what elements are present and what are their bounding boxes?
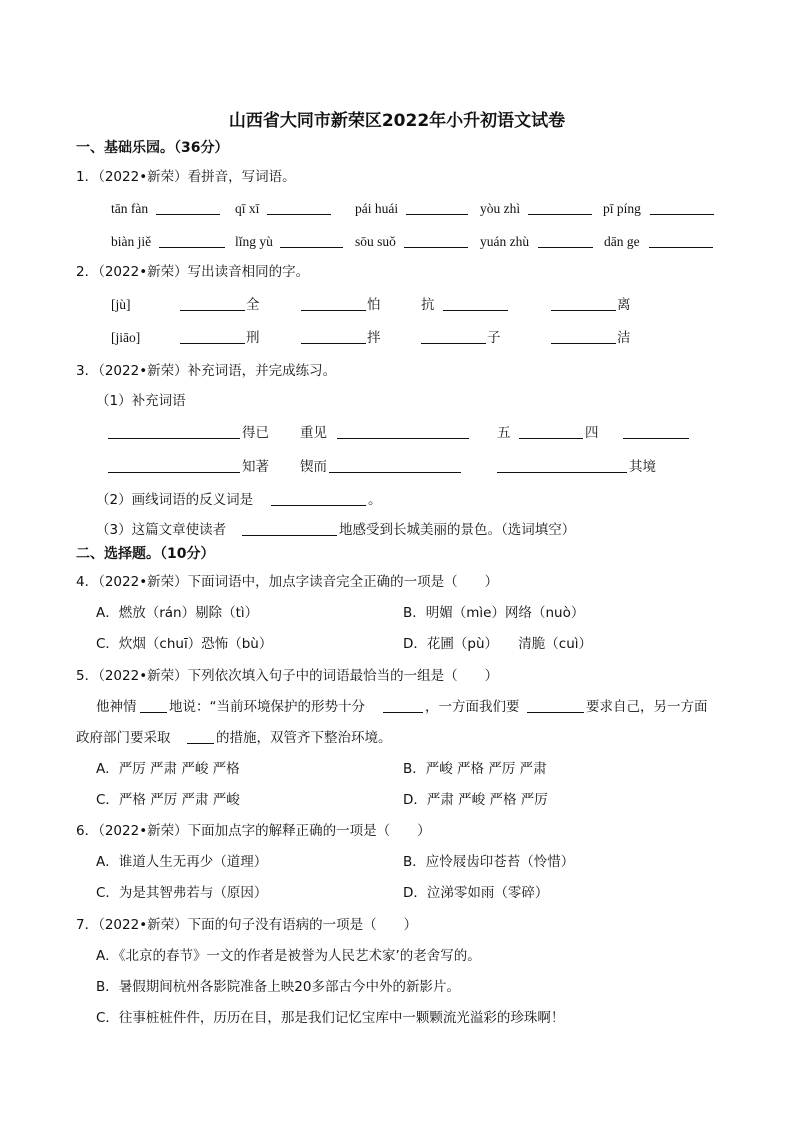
answer-blank[interactable]: [519, 424, 583, 442]
idiom-part: 锲而: [300, 459, 327, 475]
idiom-part: 四: [585, 425, 599, 441]
q5-sentence-line-1: [0, 698, 794, 718]
q6-option-a[interactable]: A．谁道人生无再少（道理）: [96, 854, 268, 870]
q5-sentence-line-2: [0, 729, 794, 749]
answer-blank[interactable]: [180, 329, 245, 347]
q5-text: ，一方面我们要: [425, 699, 520, 715]
q3-stem: 3．（2022•新荣）补充词语，并完成练习。: [76, 363, 337, 379]
answer-blank[interactable]: [650, 200, 714, 218]
answer-blank[interactable]: [383, 698, 423, 716]
q7-stem: 7．（2022•新荣）下面的句子没有语病的一项是（ ）: [76, 917, 418, 933]
q5-option-a[interactable]: A．严厉 严肃 严峻 严格: [96, 761, 240, 777]
answer-blank[interactable]: [180, 296, 245, 314]
answer-blank[interactable]: [280, 233, 343, 251]
q3-sub2-end: 。: [368, 492, 382, 508]
answer-blank[interactable]: [301, 329, 366, 347]
q6-stem: 6．（2022•新荣）下面加点字的解释正确的一项是（ ）: [76, 823, 431, 839]
q5-text: 要求自己，另一方面: [586, 699, 708, 715]
q6-option-c[interactable]: C．为是其智弗若与（原因）: [96, 885, 268, 901]
q5-stem: 5．（2022•新荣）下列依次填入句子中的词语最恰当的一组是（ ）: [76, 668, 499, 684]
answer-blank[interactable]: [108, 424, 240, 442]
q3-sub2-text: （2）画线词语的反义词是: [96, 492, 254, 508]
idiom-part: 其境: [629, 459, 656, 475]
given-char: 怕: [367, 297, 381, 313]
pinyin-item: qī xī: [235, 201, 260, 216]
pinyin-item: lǐng yù: [235, 234, 273, 249]
answer-blank[interactable]: [337, 424, 469, 442]
q3-sub3-text: （3）这篇文章使读者: [96, 522, 227, 538]
answer-blank[interactable]: [140, 698, 167, 716]
section-1-heading: 一、基础乐园。（36分）: [76, 140, 229, 156]
q5-text: 地说：“当前环境保护的形势十分: [169, 699, 365, 715]
pinyin-label: [jiāo]: [111, 330, 141, 345]
answer-blank[interactable]: [497, 458, 627, 476]
q1-stem: 1．（2022•新荣）看拼音，写词语。: [76, 169, 296, 185]
answer-blank[interactable]: [528, 200, 592, 218]
idiom-part: 五: [497, 425, 511, 441]
answer-blank[interactable]: [267, 200, 331, 218]
q4-option-c[interactable]: C．炊烟（chuī）恐怖（bù）: [96, 636, 273, 652]
answer-blank[interactable]: [538, 233, 593, 251]
answer-blank[interactable]: [527, 698, 584, 716]
q1-row-2: [0, 233, 794, 253]
answer-blank[interactable]: [404, 233, 468, 251]
q4-stem: 4．（2022•新荣）下面词语中，加点字读音完全正确的一项是（ ）: [76, 574, 499, 590]
given-char: 刑: [246, 330, 260, 346]
q5-option-d[interactable]: D．严肃 严峻 严格 严厉: [403, 792, 548, 808]
q6-option-b[interactable]: B．应怜屐齿印苍苔（怜惜）: [403, 854, 575, 870]
q2-stem: 2．（2022•新荣）写出读音相同的字。: [76, 264, 310, 280]
q4-option-d[interactable]: D．花圃（pù） 清脆（cuì）: [403, 636, 592, 652]
pinyin-item: yòu zhì: [480, 201, 521, 216]
q3-sub1: （1）补充词语: [96, 393, 186, 409]
q2-row-1: [0, 296, 794, 316]
answer-blank[interactable]: [443, 296, 508, 314]
q2-row-2: [0, 329, 794, 349]
q3-sub3: [0, 521, 794, 541]
idiom-part: 知著: [242, 459, 269, 475]
pinyin-item: tān fàn: [111, 201, 149, 216]
given-char: 抗: [421, 297, 435, 313]
answer-blank[interactable]: [301, 296, 366, 314]
q4-option-a[interactable]: A．燃放（rán）剔除（tì）: [96, 605, 259, 621]
q3-sub2: [0, 491, 794, 511]
answer-blank[interactable]: [421, 329, 486, 347]
given-char: 洁: [617, 330, 631, 346]
q5-text: 政府部门要采取: [76, 730, 171, 746]
q5-text: 的措施，双管齐下整治环境。: [216, 730, 392, 746]
q7-option-a[interactable]: A．《北京的春节》一文的作者是被誉为人民艺术家’的老舍写的。: [96, 948, 481, 964]
pinyin-item: yuán zhù: [480, 234, 530, 249]
q7-option-b[interactable]: B．暑假期间杭州各影院准备上映20多部古今中外的新影片。: [96, 979, 460, 995]
q5-option-b[interactable]: B．严峻 严格 严厉 严肃: [403, 761, 547, 777]
answer-blank[interactable]: [649, 233, 713, 251]
q3-sub3-end: 地感受到长城美丽的景色。（选词填空）: [339, 522, 576, 538]
pinyin-item: sōu suǒ: [355, 234, 396, 249]
answer-blank[interactable]: [271, 491, 366, 509]
q5-option-c[interactable]: C．严格 严厉 严肃 严峻: [96, 792, 240, 808]
pinyin-label: [jù]: [111, 297, 131, 312]
given-char: 离: [617, 297, 631, 313]
answer-blank[interactable]: [156, 200, 220, 218]
answer-blank[interactable]: [551, 296, 616, 314]
answer-blank[interactable]: [551, 329, 616, 347]
answer-blank[interactable]: [329, 458, 461, 476]
answer-blank[interactable]: [108, 458, 240, 476]
pinyin-item: pái huái: [355, 201, 399, 216]
q7-option-c[interactable]: C．往事桩桩件件，历历在目，那是我们记忆宝库中一颗颗流光溢彩的珍珠啊！: [96, 1010, 565, 1026]
given-char: 全: [246, 297, 260, 313]
q4-option-b[interactable]: B．明媚（mìe）网络（nuò）: [403, 605, 585, 621]
pinyin-item: biàn jiě: [111, 234, 152, 249]
answer-blank[interactable]: [159, 233, 225, 251]
given-char: 拌: [367, 330, 381, 346]
idiom-part: 得已: [242, 425, 269, 441]
section-2-heading: 二、选择题。（10分）: [76, 546, 215, 562]
answer-blank[interactable]: [623, 424, 689, 442]
given-char: 子: [487, 330, 501, 346]
idiom-part: 重见: [300, 425, 327, 441]
q6-option-d[interactable]: D．泣涕零如雨（零碎）: [403, 885, 549, 901]
answer-blank[interactable]: [406, 200, 468, 218]
q1-row-1: [0, 200, 794, 220]
pinyin-item: pī píng: [603, 201, 641, 216]
pinyin-item: dān ge: [604, 234, 640, 249]
q5-text: 他神情: [96, 699, 137, 715]
answer-blank[interactable]: [187, 729, 214, 747]
answer-blank[interactable]: [242, 521, 337, 539]
q3-row-2: [0, 458, 794, 478]
q3-row-1: [0, 424, 794, 444]
page-title: 山西省大同市新荣区2022年小升初语文试卷: [228, 111, 566, 131]
